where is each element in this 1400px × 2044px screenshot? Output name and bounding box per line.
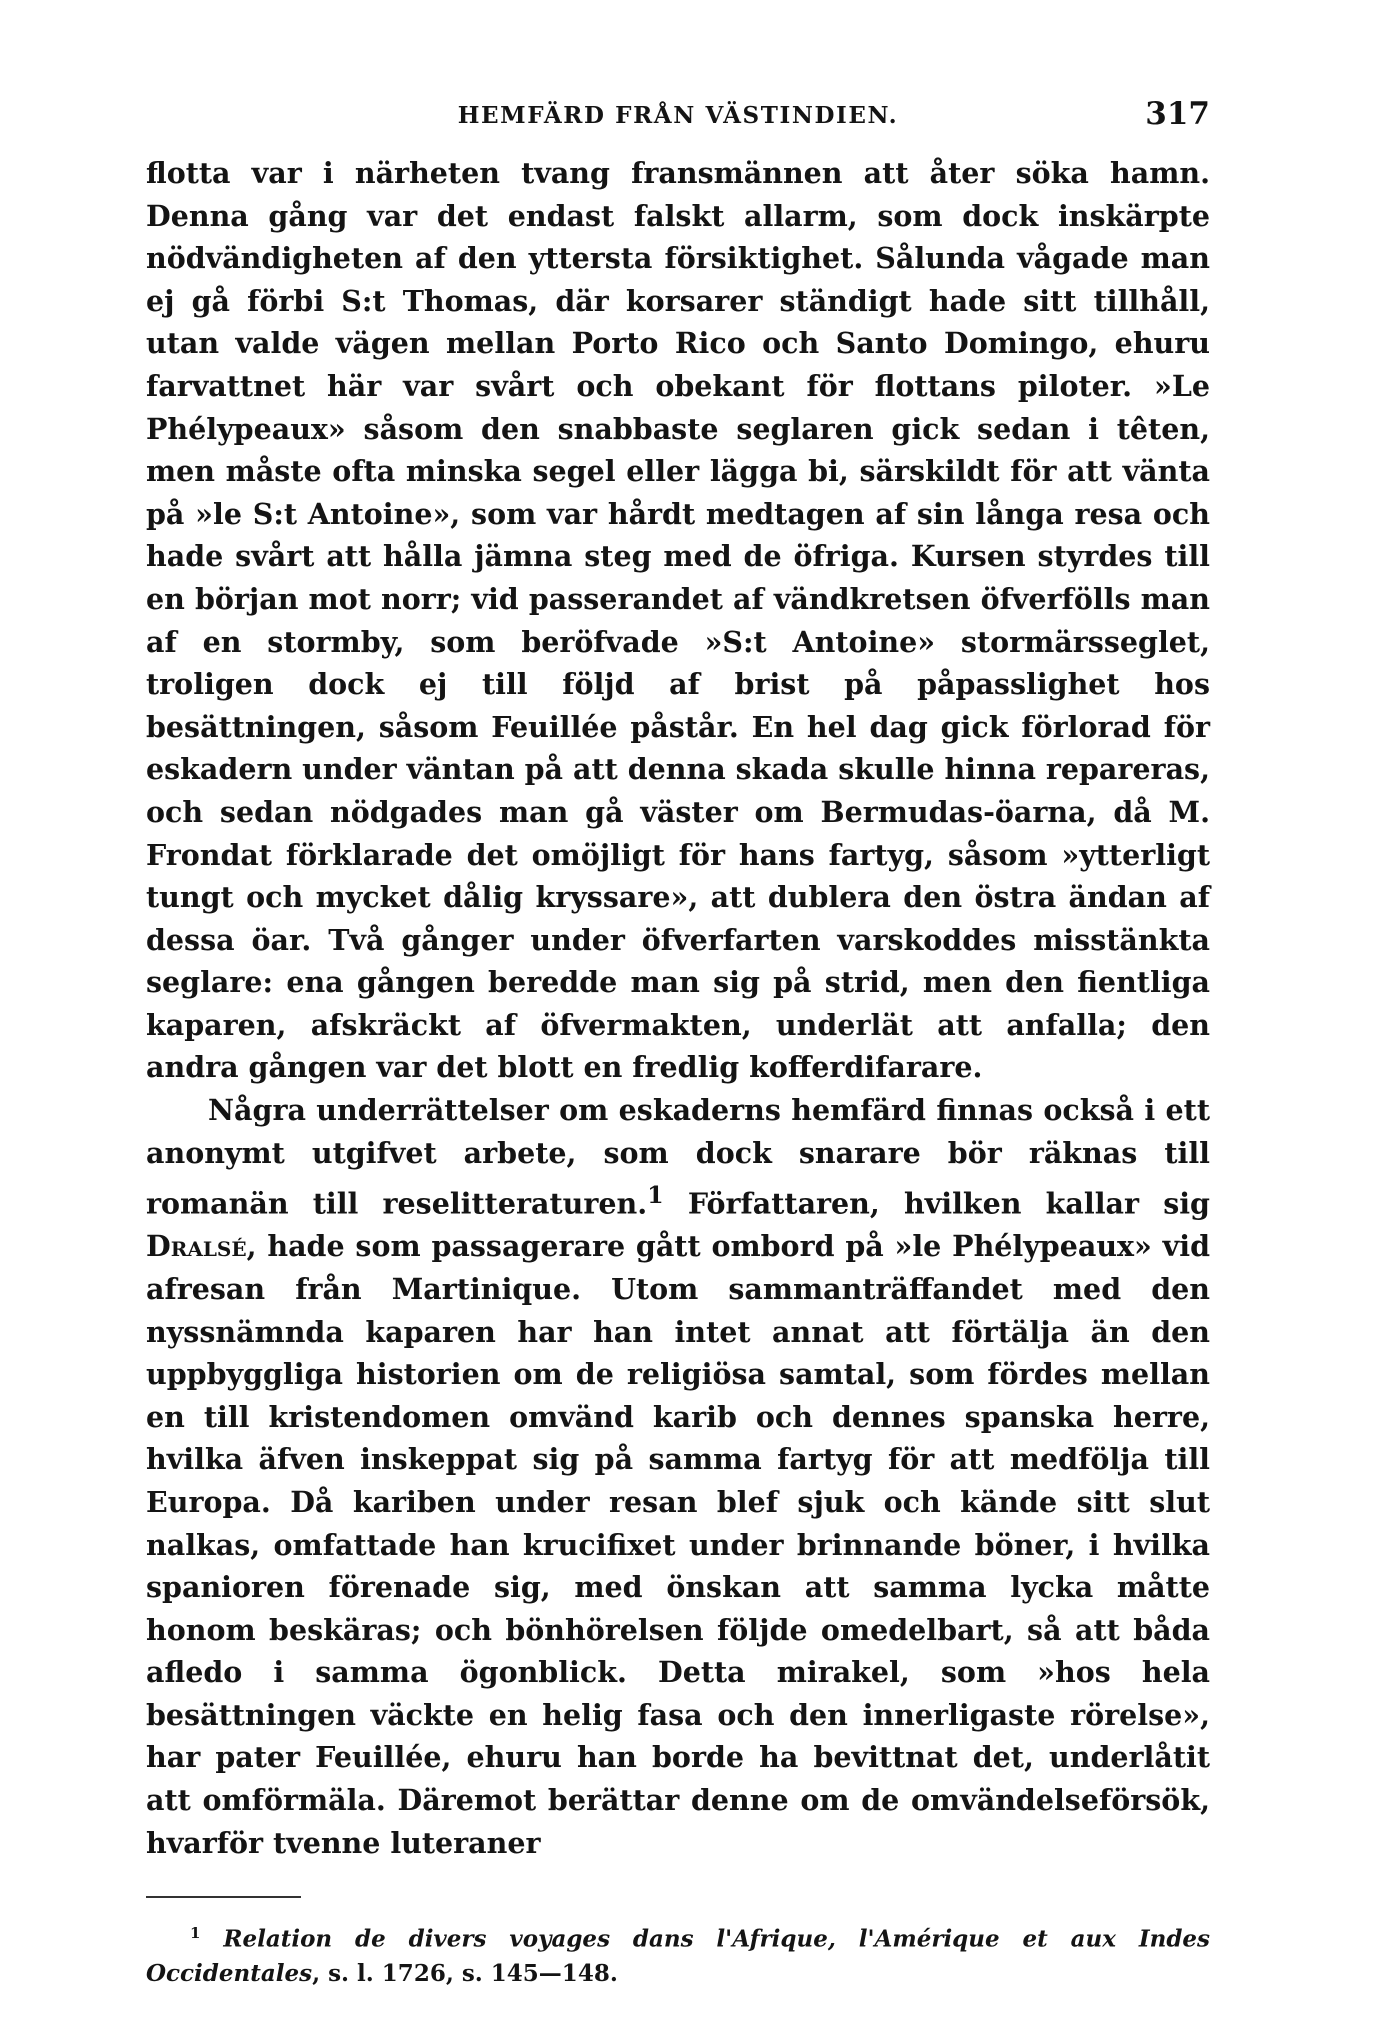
book-page [146,96,1210,1987]
paragraph-2-before-note: Några underrättelser om eskaderns hemfärd finnas också i ett anonymt utgifvet arbete, som dock snarare bör räknas till romanän till reselitteraturen. [146,1093,1210,1221]
footnote-marker: 1 [190,1924,201,1943]
author-name: Dralsé [146,1229,247,1264]
footnote-title: Relation de divers voyages dans l'Afrique, l'Amérique et aux Indes Occidentales [146,1925,1210,1987]
page-number: 317 [1145,96,1210,132]
paragraph-1: flotta var i närheten tvang fransmännen att åter söka hamn. Denna gång var det endast falskt allarm, som dock inskärpte nödvändigheten af den yttersta försiktighet. Sålunda vågade man ej gå förbi S:t Thomas, där korsarer ständigt hade sitt tillhåll, utan valde vägen mellan Porto Rico och Santo Domingo, ehuru farvattnet här var svårt och obekant för flottans piloter. »Le Phélypeaux» såsom den snabbaste seglaren gick sedan i têten, men måste ofta minska segel eller lägga bi, särskildt för att vänta på »le S:t Antoine», som var hårdt medtagen af sin långa resa och hade svårt att hålla jämna steg med de öfriga. Kursen styrdes till en början mot norr; vid passerandet af vändkretsen öfverfölls man af en stormby, som beröfvade »S:t Antoine» stormärsseglet, troligen dock ej till följd af brist på påpasslighet hos besättningen, såsom Feuillée påstår. En hel dag gick förlorad för eskadern under väntan på att denna skada skulle hinna repareras, och sedan nödgades man gå väster om Bermudas-öarna, då M. Frondat förklarade det omöjligt för hans fartyg, såsom »ytterligt tungt och mycket dålig kryssare», att dublera den östra ändan af dessa öar. Två gånger under öfverfarten varskoddes misstänkta seglare: ena gången beredde man sig på strid, men den fientliga kaparen, afskräckt af öfvermakten, underlät att anfalla; den andra gången var det blott en fredlig kofferdifarare. [146,156,1210,1085]
paragraph-2 [146,1089,1210,1864]
footnote-divider [146,1896,301,1898]
body-text [146,152,1210,1864]
running-head [146,96,1210,152]
footnote-details: , s. l. 1726, s. 145—148. [312,1959,618,1987]
footnote-reference: 1 [647,1181,664,1210]
footnote [146,1916,1210,1991]
running-title: HEMFÄRD FRÅN VÄSTINDIEN. [457,102,899,129]
paragraph-2-author-intro: Författaren, hvilken kallar sig [663,1186,1210,1221]
paragraph-2-after-author: , hade som passagerare gått ombord på »le Phélypeaux» vid afresan från Martinique. Utom sammanträffandet med den nyssnämnda kaparen har han intet annat att förtälja än den uppbyggliga historien om de religiösa samtal, som fördes mellan en till kristendomen omvänd karib och dennes spanska herre, hvilka äfven inskeppat sig på samma fartyg för att medfölja till Europa. Då kariben under resan blef sjuk och kände sitt slut nalkas, omfattade han krucifixet under brinnande böner, i hvilka spanioren förenade sig, med önskan att samma lycka måtte honom beskäras; och bönhörelsen följde omedelbart, så att båda afledo i samma ögonblick. Detta mirakel, som »hos hela besättningen väckte en helig fasa och den innerligaste rörelse», har pater Feuillée, ehuru han borde ha bevittnat det, underlåtit att omförmäla. Däremot berättar denne om de omvändelseförsök, hvarför tvenne luteraner [146,1229,1210,1860]
